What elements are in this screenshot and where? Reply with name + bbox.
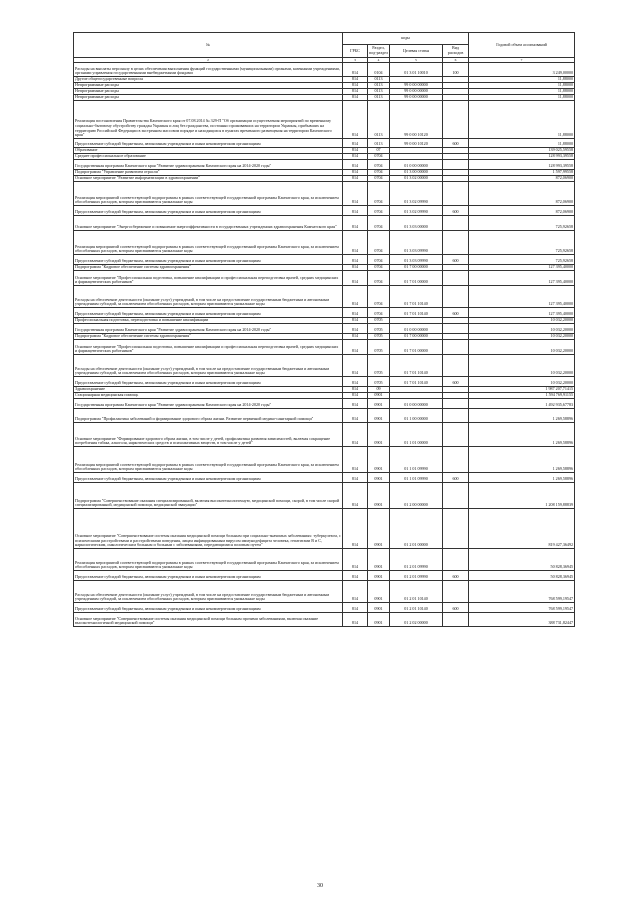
- row-grbs: 814: [343, 139, 368, 148]
- row-grbs: 814: [343, 176, 368, 182]
- row-name: Основное мероприятие "Совершенствование системы оказания медицинской помощи больным при социально-значимых заболеваниях: туберкулезом, с психическими расстройствами и расстройствами поведения, лицам инфицированным вирусом иммунодефицита человека, гепатитами B и C, наркологическим, онкологическим больным и больным с заболеваниями, передающимися половым путем": [74, 509, 343, 549]
- row-name: Подпрограмма "Профилактика заболеваний и формирование здорового образа жизни. Развитие первичной медико-санитарной помощи": [74, 409, 343, 423]
- row-grbs: 814: [343, 154, 368, 160]
- row-sum: 127 395,40000: [469, 265, 575, 271]
- row-target: 01 3 03 00000: [390, 216, 443, 231]
- row-sum: 11,88000: [469, 95, 575, 101]
- row-name: Предоставление субсидий бюджетным, автономным учреждениям и иным некоммерческим организациям: [74, 139, 343, 148]
- table-row: [74, 483, 575, 509]
- row-sum: 50 828,36945: [469, 549, 575, 571]
- row-target: 99 0 00 10120: [390, 139, 443, 148]
- row-razdel: 0705: [368, 355, 390, 377]
- table-row: [74, 139, 575, 148]
- row-target: 01 7 01 10140: [390, 308, 443, 318]
- row-vid: [443, 182, 469, 206]
- row-target: 01 7 00 00000: [390, 334, 443, 340]
- row-sum: 11,88000: [469, 83, 575, 89]
- row-target: 01 3 03 09990: [390, 231, 443, 255]
- row-target: 01 7 01 10140: [390, 355, 443, 377]
- row-name: Основное мероприятие "Профессиональная подготовка, повышение квалификации и профессиональная переподготовка врачей, средних медицинских и фармацевтических работников": [74, 340, 343, 355]
- row-grbs: 814: [343, 581, 368, 603]
- row-grbs: 814: [343, 148, 368, 154]
- table-row: [74, 206, 575, 216]
- row-name: Основное мероприятие "Профессиональная подготовка, повышение квалификации и профессиональная переподготовка врачей, средних медицинских и фармацевтических работников": [74, 271, 343, 286]
- row-razdel: 0705: [368, 318, 390, 324]
- table-row: [74, 286, 575, 308]
- row-target: 01 2 01 00000: [390, 509, 443, 549]
- row-target: 01 7 01 10140: [390, 377, 443, 387]
- row-razdel: 0113: [368, 101, 390, 139]
- row-razdel: 0901: [368, 613, 390, 627]
- row-name: Предоставление субсидий бюджетным, автономным учреждениям и иным некоммерческим организациям: [74, 206, 343, 216]
- row-grbs: 814: [343, 318, 368, 324]
- row-razdel: 0901: [368, 423, 390, 447]
- row-vid: [443, 340, 469, 355]
- row-target: 99 0 00 00000: [390, 95, 443, 101]
- row-sum: 11,88000: [469, 139, 575, 148]
- header-num: 3: [343, 58, 368, 63]
- table-row: [74, 603, 575, 613]
- row-name: Расходы на выплаты персоналу в целях обеспечения выполнения функций государственными (муниципальными) органами, казенными учреждениями, органами управления государственными внебюджетными фондами: [74, 63, 343, 77]
- row-razdel: 0113: [368, 95, 390, 101]
- row-vid: 600: [443, 473, 469, 483]
- row-target: 01 7 01 00000: [390, 271, 443, 286]
- row-grbs: 814: [343, 387, 368, 393]
- row-grbs: 814: [343, 473, 368, 483]
- row-vid: 600: [443, 206, 469, 216]
- row-sum: 10 032,20000: [469, 355, 575, 377]
- row-razdel: 0901: [368, 399, 390, 409]
- table-row: [74, 447, 575, 473]
- row-sum: 1 987 207,71415: [469, 387, 575, 393]
- row-sum: 10 032,20000: [469, 340, 575, 355]
- row-sum: 139 025,59558: [469, 148, 575, 154]
- row-razdel: 0704: [368, 182, 390, 206]
- table-row: [74, 182, 575, 206]
- table-row: [74, 409, 575, 423]
- table-row: [74, 324, 575, 334]
- row-grbs: 814: [343, 447, 368, 473]
- row-razdel: 0901: [368, 549, 390, 571]
- row-razdel: 0113: [368, 139, 390, 148]
- row-sum: 819 427,36492: [469, 509, 575, 549]
- row-vid: [443, 160, 469, 170]
- row-target: 01 1 01 09990: [390, 447, 443, 473]
- row-target: 01 0 00 00000: [390, 324, 443, 334]
- row-target: 01 1 01 09990: [390, 473, 443, 483]
- row-name: Реализация мероприятий соответствующей подпрограммы в рамках соответствующей государственной программы Камчатского края, за исключением обособленных расходов, которым присваиваются уникальные коды: [74, 182, 343, 206]
- row-grbs: 814: [343, 160, 368, 170]
- table-row: [74, 355, 575, 377]
- table-row: [74, 340, 575, 355]
- row-sum: 1 492 935,67783: [469, 399, 575, 409]
- row-target: 01 2 01 09990: [390, 549, 443, 571]
- header-row-top: [74, 33, 575, 45]
- table-row: [74, 271, 575, 286]
- table-row: [74, 549, 575, 571]
- table-row: [74, 231, 575, 255]
- row-sum: 768 599,19547: [469, 581, 575, 603]
- header-target: Целевая статья: [390, 45, 443, 58]
- row-sum: 10 032,20000: [469, 318, 575, 324]
- table-row: [74, 377, 575, 387]
- row-grbs: 814: [343, 409, 368, 423]
- row-razdel: 0704: [368, 308, 390, 318]
- budget-table-sheet: [73, 32, 574, 627]
- row-grbs: 814: [343, 324, 368, 334]
- table-row: [74, 509, 575, 549]
- row-grbs: 814: [343, 182, 368, 206]
- row-target: 01 0 00 00000: [390, 399, 443, 409]
- row-vid: 600: [443, 571, 469, 581]
- row-name: Подпрограмма "Совершенствование оказания специализированной, включая высокотехнологичную, медицинской помощи, скорой, в том числе скорой специализированной, медицинской помощи, медицинской эвакуации": [74, 483, 343, 509]
- row-vid: [443, 423, 469, 447]
- row-sum: 127 395,40000: [469, 286, 575, 308]
- row-target: 01 0 00 00000: [390, 160, 443, 170]
- row-grbs: 814: [343, 63, 368, 77]
- table-row: [74, 399, 575, 409]
- row-name: Государственная программа Камчатского края "Развитие здравоохранения Камчатского края на 2014-2020 годы": [74, 160, 343, 170]
- row-sum: 1 269,58896: [469, 423, 575, 447]
- header-num: 5: [390, 58, 443, 63]
- row-name: Подпрограмма "Управление развитием отрасли": [74, 170, 343, 176]
- row-vid: 600: [443, 255, 469, 265]
- row-target: 01 2 00 00000: [390, 483, 443, 509]
- row-grbs: 814: [343, 231, 368, 255]
- row-name: Предоставление субсидий бюджетным, автономным учреждениям и иным некоммерческим организациям: [74, 473, 343, 483]
- row-target: 99 0 00 00000: [390, 89, 443, 95]
- row-name: Предоставление субсидий бюджетным, автономным учреждениям и иным некоммерческим организациям: [74, 377, 343, 387]
- row-sum: 10 032,20000: [469, 377, 575, 387]
- table-row: [74, 423, 575, 447]
- row-vid: [443, 509, 469, 549]
- header-codes: коды: [343, 33, 469, 45]
- row-name: Расходы на обеспечение деятельности (оказание услуг) учреждений, в том числе на предоставление государственным бюджетным и автономным учреждениям субсидий, за исключением обособленных расходов, которым присваиваются уникальные коды: [74, 355, 343, 377]
- row-vid: [443, 101, 469, 139]
- row-razdel: 0113: [368, 77, 390, 83]
- page-number: 30: [317, 883, 323, 889]
- row-target: 01 2 02 00000: [390, 613, 443, 627]
- row-sum: 3 249,00000: [469, 63, 575, 77]
- row-sum: 128 993,39558: [469, 154, 575, 160]
- header-num: 4: [368, 58, 390, 63]
- row-sum: 725,92658: [469, 231, 575, 255]
- row-vid: [443, 447, 469, 473]
- row-sum: 11,88000: [469, 89, 575, 95]
- row-grbs: 814: [343, 271, 368, 286]
- row-target: 01 2 01 09990: [390, 571, 443, 581]
- row-target: 99 0 00 10120: [390, 101, 443, 139]
- row-razdel: 0704: [368, 271, 390, 286]
- row-grbs: 814: [343, 571, 368, 581]
- row-razdel: 0704: [368, 231, 390, 255]
- row-vid: [443, 549, 469, 571]
- row-grbs: 814: [343, 170, 368, 176]
- row-vid: [443, 271, 469, 286]
- row-razdel: 0113: [368, 83, 390, 89]
- row-sum: 128 993,39558: [469, 160, 575, 170]
- row-name: Расходы на обеспечение деятельности (оказание услуг) учреждений, в том числе на предоставление государственным бюджетным и автономным учреждениям субсидий, за исключением обособленных расходов, которым присваиваются уникальные коды: [74, 286, 343, 308]
- header-grbs: ГРБС: [343, 45, 368, 58]
- row-name: Здравоохранение: [74, 387, 343, 393]
- table-row: [74, 160, 575, 170]
- row-vid: [443, 286, 469, 308]
- budget-table: [73, 32, 575, 627]
- row-vid: [443, 581, 469, 603]
- row-name: Предоставление субсидий бюджетным, автономным учреждениям и иным некоммерческим организациям: [74, 603, 343, 613]
- row-grbs: 814: [343, 483, 368, 509]
- row-sum: 872,06900: [469, 182, 575, 206]
- row-grbs: 814: [343, 286, 368, 308]
- row-razdel: 0705: [368, 324, 390, 334]
- row-name: Подпрограмма "Кадровое обеспечение системы здравоохранения": [74, 334, 343, 340]
- row-target: 01 2 01 10140: [390, 603, 443, 613]
- row-grbs: 814: [343, 549, 368, 571]
- row-razdel: 0901: [368, 473, 390, 483]
- table-row: [74, 613, 575, 627]
- row-vid: [443, 231, 469, 255]
- row-sum: 127 395,40000: [469, 308, 575, 318]
- row-grbs: 814: [343, 509, 368, 549]
- row-razdel: 0901: [368, 571, 390, 581]
- row-target: 01 3 02 00000: [390, 176, 443, 182]
- row-name: Основное мероприятие "Формирование здорового образа жизни, в том числе у детей, профилактика развития зависимостей, включая сокращение потребления табака, алкоголя, наркотических средств и психоактивных веществ, в том числе у детей": [74, 423, 343, 447]
- header-num: 6: [443, 58, 469, 63]
- row-name: Основное мероприятие "Энергосбережение и повышение энергоэффективности в государственных учреждениях здравоохранения Камчатского края": [74, 216, 343, 231]
- row-grbs: 814: [343, 355, 368, 377]
- row-target: 01 3 02 09990: [390, 182, 443, 206]
- row-name: Государственная программа Камчатского края "Развитие здравоохранения Камчатского края на 2014-2020 годы": [74, 399, 343, 409]
- row-sum: 1 269,58896: [469, 409, 575, 423]
- row-vid: 600: [443, 603, 469, 613]
- row-razdel: 0901: [368, 409, 390, 423]
- row-target: 01 3 03 09990: [390, 255, 443, 265]
- row-target: 01 7 00 00000: [390, 265, 443, 271]
- row-target: 01 3 01 10010: [390, 63, 443, 77]
- row-razdel: 0704: [368, 255, 390, 265]
- row-grbs: 814: [343, 603, 368, 613]
- row-vid: [443, 409, 469, 423]
- row-vid: 100: [443, 63, 469, 77]
- row-name: Образование: [74, 148, 343, 154]
- row-grbs: 814: [343, 255, 368, 265]
- header-num: 2: [74, 58, 343, 63]
- row-target: 01 7 01 10140: [390, 286, 443, 308]
- row-sum: 725,92658: [469, 255, 575, 265]
- row-sum: 11,88000: [469, 77, 575, 83]
- row-grbs: 814: [343, 308, 368, 318]
- row-grbs: 814: [343, 340, 368, 355]
- row-name: Основное мероприятие "Совершенствование системы оказания медицинской помощи больным прочими заболеваниями, включая оказание высокотехнологичной медицинской помощи": [74, 613, 343, 627]
- row-sum: 1 594 769,91155: [469, 393, 575, 399]
- row-name: Расходы на обеспечение деятельности (оказание услуг) учреждений, в том числе на предоставление государственным бюджетным и автономным учреждениям субсидий, за исключением обособленных расходов, которым присваиваются уникальные коды: [74, 581, 343, 603]
- row-sum: 1 269,58896: [469, 473, 575, 483]
- row-target: 01 1 00 00000: [390, 409, 443, 423]
- row-sum: 127 395,40000: [469, 271, 575, 286]
- row-razdel: 07: [368, 148, 390, 154]
- row-razdel: 0113: [368, 89, 390, 95]
- table-row: [74, 581, 575, 603]
- table-row: [74, 216, 575, 231]
- row-sum: 50 828,36945: [469, 571, 575, 581]
- header-annual: Годовой объем ассигнований: [469, 33, 575, 58]
- row-vid: [443, 324, 469, 334]
- row-target: 01 2 01 10140: [390, 581, 443, 603]
- row-razdel: 0901: [368, 581, 390, 603]
- row-grbs: 814: [343, 399, 368, 409]
- row-vid: 600: [443, 377, 469, 387]
- row-vid: 600: [443, 308, 469, 318]
- table-row: [74, 571, 575, 581]
- row-razdel: 0901: [368, 483, 390, 509]
- row-name: Реализация постановления Правительства Камчатского края от 07.08.2014 № 329-П "Об организации осуществления мероприятий по временному социально-бытовому обустройству граждан Украины и лиц без гражданства, постоянно проживавших на территории Украины, прибывших на территорию Российской Федерации в экстренном массовом порядке и находящихся в пунктах временного размещения на территории Камчатского края": [74, 101, 343, 139]
- table-row: [74, 101, 575, 139]
- row-sum: 1 208 159,88839: [469, 483, 575, 509]
- row-razdel: 0705: [368, 377, 390, 387]
- row-grbs: 814: [343, 101, 368, 139]
- row-razdel: 0704: [368, 170, 390, 176]
- row-target: 01 7 01 00000: [390, 340, 443, 355]
- row-target: 99 0 00 00000: [390, 83, 443, 89]
- row-grbs: 814: [343, 77, 368, 83]
- row-grbs: 814: [343, 423, 368, 447]
- row-vid: [443, 483, 469, 509]
- row-razdel: 0705: [368, 334, 390, 340]
- row-name: Государственная программа Камчатского края "Развитие здравоохранения Камчатского края на 2014-2020 годы": [74, 324, 343, 334]
- row-target: 01 3 02 09990: [390, 206, 443, 216]
- row-name: Подпрограмма "Кадровое обеспечение системы здравоохранения": [74, 265, 343, 271]
- row-name: Предоставление субсидий бюджетным, автономным учреждениям и иным некоммерческим организациям: [74, 571, 343, 581]
- row-name: Другие общегосударственные вопросы: [74, 77, 343, 83]
- row-sum: 388 731,82447: [469, 613, 575, 627]
- row-grbs: 814: [343, 393, 368, 399]
- row-vid: [443, 355, 469, 377]
- header-razdel: Раздел, под-раздел: [368, 45, 390, 58]
- row-vid: [443, 216, 469, 231]
- row-razdel: 0901: [368, 393, 390, 399]
- row-grbs: 814: [343, 265, 368, 271]
- row-name: Основное мероприятие "Развитие информатизации в здравоохранении": [74, 176, 343, 182]
- row-name: Профессиональная подготовка, переподготовка и повышение квалификации: [74, 318, 343, 324]
- row-sum: 1 597,99558: [469, 170, 575, 176]
- row-razdel: 0901: [368, 509, 390, 549]
- row-name: Реализация мероприятий соответствующей подпрограммы в рамках соответствующей государственной программы Камчатского края, за исключением обособленных расходов, которым присваиваются уникальные коды: [74, 231, 343, 255]
- row-razdel: 0104: [368, 63, 390, 77]
- row-razdel: 0704: [368, 206, 390, 216]
- table-row: [74, 473, 575, 483]
- row-grbs: 814: [343, 216, 368, 231]
- row-grbs: 814: [343, 377, 368, 387]
- row-sum: 872,06900: [469, 176, 575, 182]
- row-sum: 768 599,19547: [469, 603, 575, 613]
- row-razdel: 0704: [368, 154, 390, 160]
- table-row: [74, 308, 575, 318]
- row-grbs: 814: [343, 89, 368, 95]
- row-grbs: 814: [343, 206, 368, 216]
- row-razdel: 0901: [368, 447, 390, 473]
- row-grbs: 814: [343, 83, 368, 89]
- row-name: Стационарная медицинская помощь: [74, 393, 343, 399]
- row-sum: 11,88000: [469, 101, 575, 139]
- row-razdel: 0901: [368, 603, 390, 613]
- header-num: 7: [469, 58, 575, 63]
- row-sum: 872,06900: [469, 206, 575, 216]
- row-vid: [443, 399, 469, 409]
- row-name: Реализация мероприятий соответствующей подпрограммы в рамках соответствующей государственной программы Камчатского края, за исключением обособленных расходов, которым присваиваются уникальные коды: [74, 447, 343, 473]
- row-grbs: 814: [343, 95, 368, 101]
- row-razdel: 0704: [368, 160, 390, 170]
- row-target: 01 3 00 00000: [390, 170, 443, 176]
- row-vid: [443, 613, 469, 627]
- row-name: Предоставление субсидий бюджетным, автономным учреждениям и иным некоммерческим организациям: [74, 255, 343, 265]
- row-name: Непрограммные расходы: [74, 95, 343, 101]
- row-sum: 1 269,58896: [469, 447, 575, 473]
- row-razdel: 0704: [368, 176, 390, 182]
- table-row: [74, 255, 575, 265]
- row-razdel: 0704: [368, 265, 390, 271]
- table-row: [74, 63, 575, 77]
- row-razdel: 0705: [368, 340, 390, 355]
- header-no: №: [74, 33, 343, 58]
- row-sum: 725,92658: [469, 216, 575, 231]
- row-name: Непрограммные расходы: [74, 83, 343, 89]
- row-sum: 10 032,20000: [469, 334, 575, 340]
- row-vid: 600: [443, 139, 469, 148]
- row-grbs: 814: [343, 613, 368, 627]
- row-name: Реализация мероприятий соответствующей подпрограммы в рамках соответствующей государственной программы Камчатского края, за исключением обособленных расходов, которым присваиваются уникальные коды: [74, 549, 343, 571]
- row-name: Непрограммные расходы: [74, 89, 343, 95]
- row-razdel: 0704: [368, 286, 390, 308]
- row-razdel: 0704: [368, 216, 390, 231]
- row-grbs: 814: [343, 334, 368, 340]
- row-sum: 10 032,20000: [469, 324, 575, 334]
- row-razdel: 09: [368, 387, 390, 393]
- header-vid: Вид расходов: [443, 45, 469, 58]
- table-body: [74, 63, 575, 627]
- row-target: 01 1 01 00000: [390, 423, 443, 447]
- row-name: Среднее профессиональное образование: [74, 154, 343, 160]
- row-name: Предоставление субсидий бюджетным, автономным учреждениям и иным некоммерческим организациям: [74, 308, 343, 318]
